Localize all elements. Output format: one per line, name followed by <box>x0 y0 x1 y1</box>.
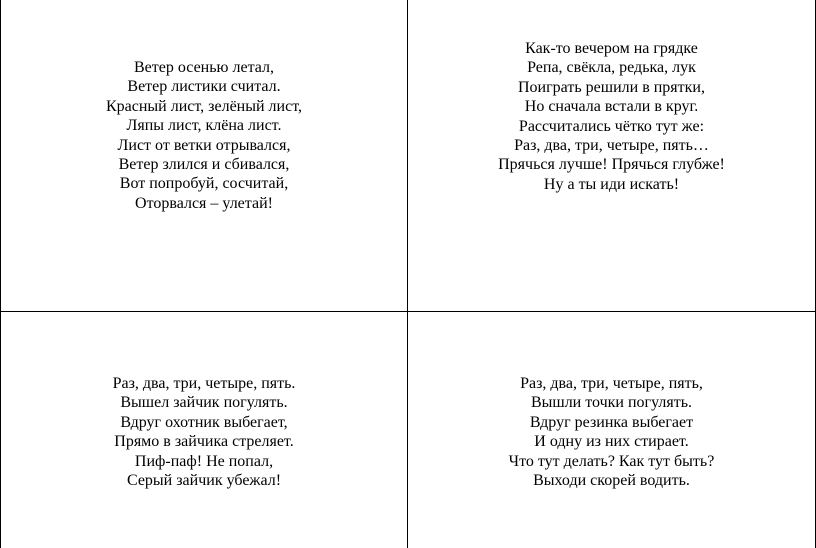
poem-line: Прячься лучше! Прячься глубже! <box>498 156 725 174</box>
poem-line: Но сначала встали в круг. <box>524 98 699 116</box>
card-autumn-wind <box>1 58 407 213</box>
poem-line: Оторвался – улетай! <box>135 194 273 212</box>
poem-line: Ляпы лист, клёна лист. <box>126 117 282 135</box>
poem-line: Лист от ветки отрывался, <box>117 136 291 154</box>
poem-line: Что тут делать? Как тут быть? <box>508 452 715 470</box>
poem-line: Красный лист, зелёный лист, <box>105 97 302 115</box>
poem-line: Выходи скорей водить. <box>533 472 690 490</box>
card-dots-and-eraser <box>408 374 815 490</box>
poem-line: Ветер листики считал. <box>127 78 281 96</box>
poem-line: Вдруг резинка выбегает <box>529 413 694 431</box>
poem-line: Рассчитались чётко тут же: <box>518 117 705 135</box>
poem-line: Ну а ты иди искать! <box>543 175 680 193</box>
poem-line: Вот попробуй, сосчитай, <box>119 175 289 193</box>
poem-line: Ветер злился и сбивался, <box>118 156 290 174</box>
poem-line: Как-то вечером на грядке <box>525 40 698 57</box>
table-divider-horizontal <box>0 311 816 312</box>
poem-line: Поиграть решили в прятки, <box>518 78 705 96</box>
poem-line: Вышли точки погулять. <box>530 394 693 412</box>
poem-line: И одну из них стирает. <box>534 433 689 451</box>
poem-line: Прямо в зайчика стреляет. <box>114 433 294 451</box>
poem-line: Ветер осенью летал, <box>134 59 274 76</box>
poem-line: Вышел зайчик погулять. <box>120 394 288 412</box>
poem-line: Раз, два, три, четыре, пять. <box>112 375 296 392</box>
poem-line: Серый зайчик убежал! <box>126 472 282 490</box>
card-garden-hide-and-seek <box>408 39 815 194</box>
poem-line: Репа, свёкла, редька, лук <box>527 59 696 77</box>
poem-line: Раз, два, три, четыре, пять… <box>514 137 709 155</box>
poem-line: Вдруг охотник выбегает, <box>120 413 288 431</box>
poem-line: Раз, два, три, четыре, пять, <box>520 375 703 392</box>
poem-line: Пиф-паф! Не попал, <box>134 452 274 470</box>
card-bunny <box>1 374 407 490</box>
